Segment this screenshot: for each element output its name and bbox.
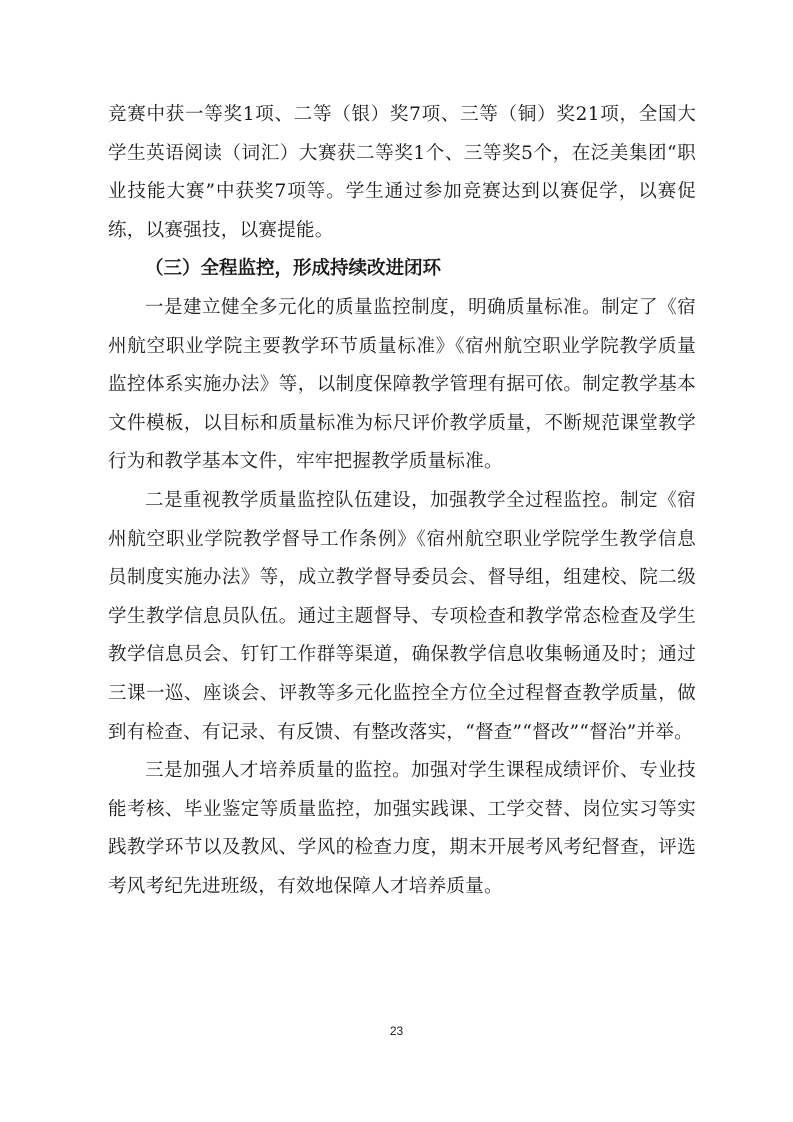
page-number: 23 [389, 1024, 404, 1038]
paragraph-monitoring-team: 二是重视教学质量监控队伍建设，加强教学全过程监控。制定《宿州航空职业学院教学督导工作条例》《宿州航空职业学院学生教学信息员制度实施办法》等，成立教学督导委员会、督导组，组建校、院二级学生教学信息员队伍。通过主题督导、专项检查和教学常态检查及学生教学信息员会、钉钉工作群等渠道，确保教学信息收集畅通及时；通过三课一巡、座谈会、评教等多元化监控全方位全过程督查教学质量，做到有检查、有记录、有反馈、有整改落实，“督查”“督改”“督治”并举。 [108, 489, 696, 743]
paragraph-quality-system: 一是建立健全多元化的质量监控制度，明确质量标准。制定了《宿州航空职业学院主要教学环节质量标准》《宿州航空职业学院教学质量监控体系实施办法》等，以制度保障教学管理有据可依。制定教学基本文件模板，以目标和质量标准为标尺评价教学质量，不断规范课堂教学行为和教学基本文件，牢牢把握教学质量标准。 [108, 296, 696, 473]
page-content [108, 96, 696, 906]
paragraph-continuation: 竞赛中获一等奖1项、二等（银）奖7项、三等（铜）奖21项，全国大学生英语阅读（词汇）大赛获二等奖1个、三等奖5个，在泛美集团“职业技能大赛”中获奖7项等。学生通过参加竞赛达到以赛促学，以赛促练，以赛强技，以赛提能。 [108, 104, 696, 241]
paragraph-talent-quality: 三是加强人才培养质量的监控。加强对学生课程成绩评价、专业技能考核、毕业鉴定等质量监控，加强实践课、工学交替、岗位实习等实践教学环节以及教风、学风的检查力度，期末开展考风考纪督查，评选考风考纪先进班级，有效地保障人才培养质量。 [108, 760, 696, 897]
section-heading: （三）全程监控，形成持续改进闭环 [145, 258, 442, 280]
